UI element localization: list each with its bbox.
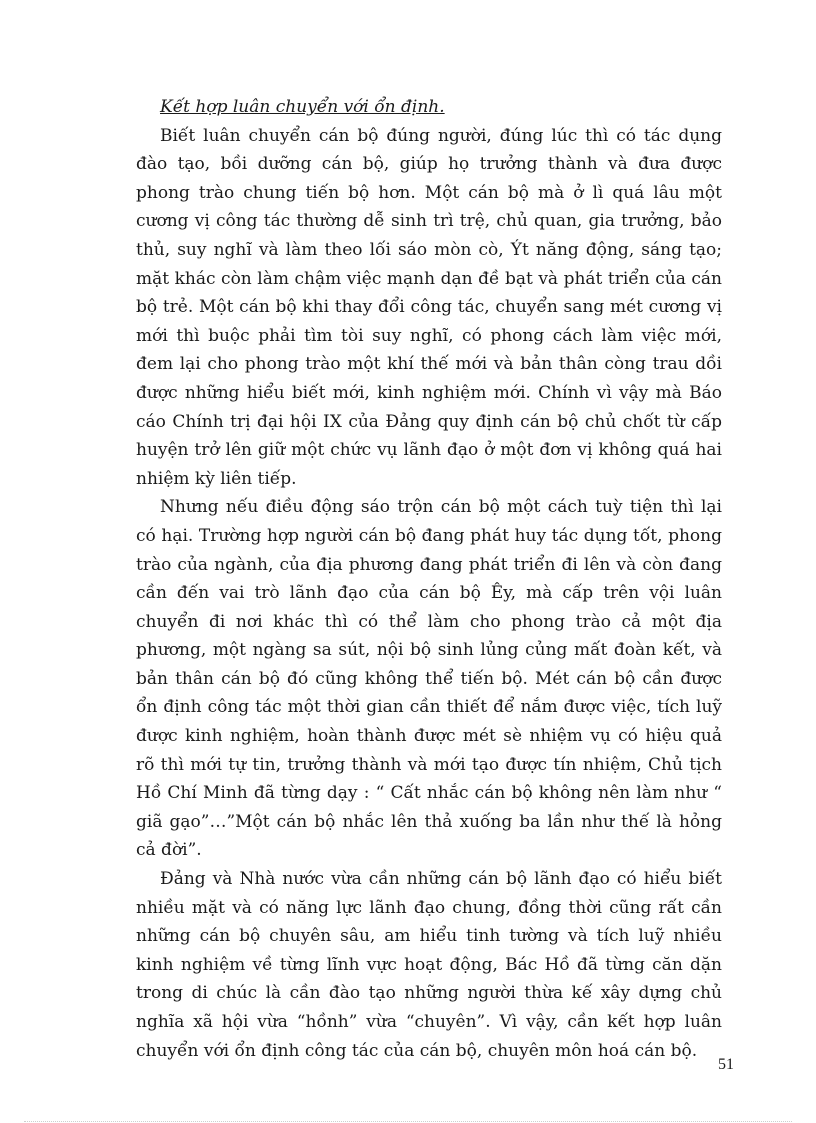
paragraph-2: Nhưng nếu điều động sáo trộn cán bộ một cách tuỳ tiện thì lại có hại. Trường hợp người cán bộ đang phát huy tác dụng tốt, phong trào của ngành, của địa phương đang phát triển đi lên và còn đang cần đến vai trò lãnh đạo của cán bộ Êy, mà cấp trên vội luân chuyển đi nơi khác thì có thể làm cho phong trào cả một địa phương, một ngàng sa sút, nội bộ sinh lủng củng mất đoàn kết, và bản thân cán bộ đó cũng không thể tiến bộ. Mét cán bộ cần được ổn định công tác một thời gian cần thiết để nắm được việc, tích luỹ được kinh nghiệm, hoàn thành được mét sè nhiệm vụ có hiệu quả rõ thì mới tự tin, trưởng thành và mới tạo được tín nhiệm, Chủ tịch Hồ Chí Minh đã từng dạy : “ Cất nhắc cán bộ không nên làm như “ giã gạo”…”Một cán bộ nhắc lên thả xuống ba lần như thế là hỏng cả đời”. xyxy=(136,497,722,861)
section-heading: Kết hợp luân chuyển với ổn định. xyxy=(160,97,445,117)
paragraph-1: Biết luân chuyển cán bộ đúng người, đúng lúc thì có tác dụng đào tạo, bồi dưỡng cán bộ, giúp họ trưởng thành và đưa được phong trào chung tiến bộ hơn. Một cán bộ mà ở lì quá lâu một cương vị công tác thường dễ sinh trì trệ, chủ quan, gia trưởng, bảo thủ, suy nghĩ và làm theo lối sáo mòn cò, Ýt năng động, sáng tạo; mặt khác còn làm chậm việc mạnh dạn đề bạt và phát triển của cán bộ trẻ. Một cán bộ khi thay đổi công tác, chuyển sang mét cương vị mới thì buộc phải tìm tòi suy nghĩ, có phong cách làm việc mới, đem lại cho phong trào một khí thế mới và bản thân còng trau dồi được những hiểu biết mới, kinh nghiệm mới. Chính vì vậy mà Báo cáo Chính trị đại hội IX của Đảng quy định cán bộ chủ chốt từ cấp huyện trở lên giữ một chức vụ lãnh đạo ở một đơn vị không quá hai nhiệm kỳ liên tiếp. xyxy=(136,125,722,489)
page-content xyxy=(136,93,722,1065)
footer-divider xyxy=(24,1121,792,1122)
paragraph-3: Đảng và Nhà nước vừa cần những cán bộ lãnh đạo có hiểu biết nhiều mặt và có năng lực lãnh đạo chung, đồng thời cũng rất cần những cán bộ chuyên sâu, am hiểu tinh tường và tích luỹ nhiều kinh nghiệm về từng lĩnh vực hoạt động, Bác Hồ đã từng căn dặn trong di chúc là cần đào tạo những người thừa kế xây dựng chủ nghĩa xã hội vừa “hồnh” vừa “chuyên”. Vì vậy, cần kết hợp luân chuyển với ổn định công tác của cán bộ, chuyên môn hoá cán bộ. xyxy=(136,869,722,1061)
page-number: 51 xyxy=(718,1056,734,1073)
